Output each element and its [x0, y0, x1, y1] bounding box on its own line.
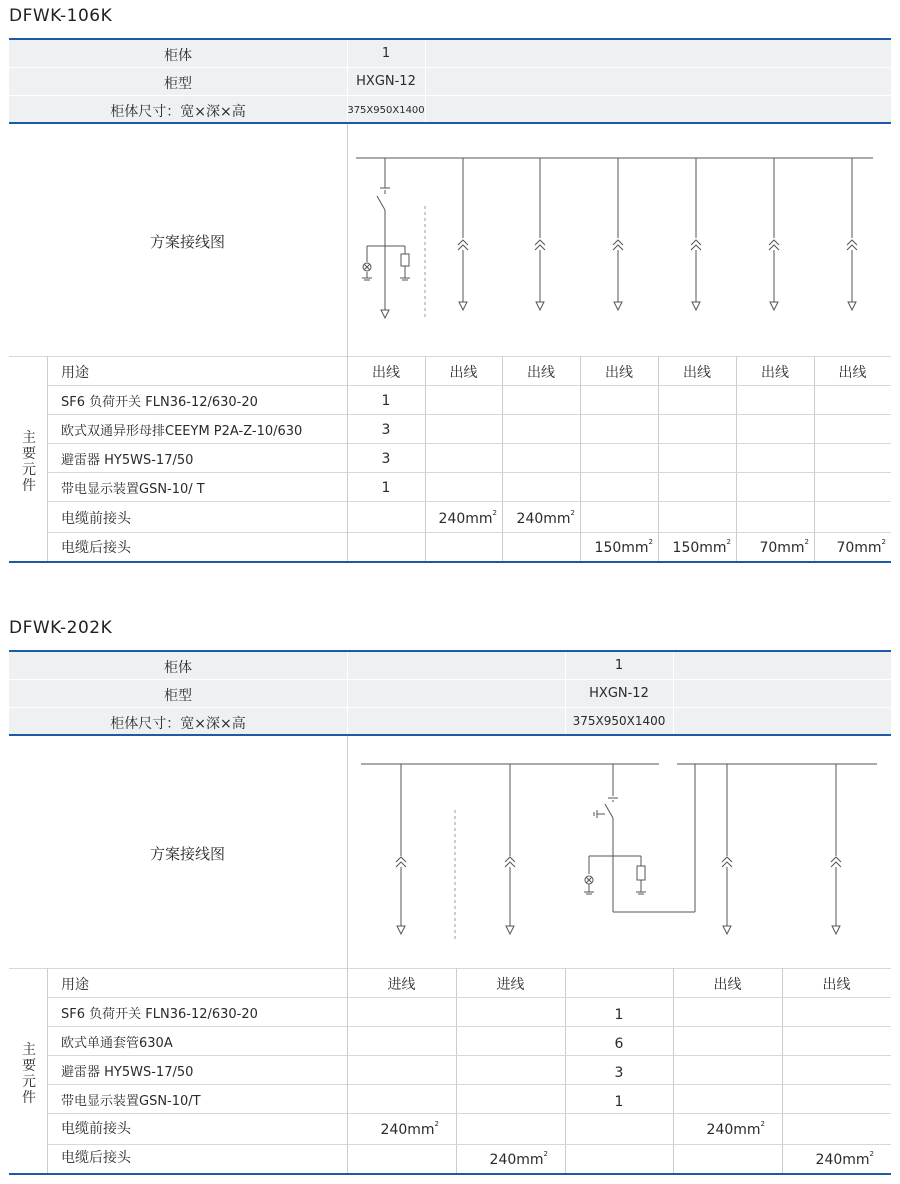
- component-name: 避雷器 HY5WS-17/50: [61, 453, 194, 468]
- component-qty: 6: [614, 1036, 624, 1052]
- cabinet-value: 1: [614, 658, 624, 673]
- usage-cell: 出线: [449, 365, 478, 381]
- usage-cell: 出线: [527, 365, 555, 381]
- component-qty: 3: [614, 1065, 624, 1081]
- spec-table-1: [9, 38, 891, 564]
- cable-front-value: $240mm^2$: [380, 1120, 439, 1138]
- model-title-2: DFWK-202K: [9, 618, 113, 638]
- usage-cell: 出线: [761, 365, 789, 381]
- usage-cell: 出线: [605, 365, 633, 381]
- usage-label: 用途: [61, 365, 89, 381]
- header-type-label: 柜型: [164, 688, 192, 704]
- component-name: 欧式单通套管630A: [61, 1036, 173, 1051]
- spec-table-2: [9, 650, 891, 1178]
- cable-front-value: $240mm^2$: [438, 509, 497, 527]
- component-qty: 1: [381, 480, 391, 496]
- cable-rear-value: $240mm^2$: [489, 1150, 548, 1168]
- component-name: SF6 负荷开关 FLN36-12/630-20: [61, 395, 258, 410]
- cable-front-value: $240mm^2$: [516, 509, 575, 527]
- wiring-diagram-1: [9, 38, 891, 358]
- cable-rear-value: $150mm^2$: [594, 538, 653, 556]
- cable-front-value: $240mm^2$: [706, 1120, 765, 1138]
- header-size-label: 柜体尺寸：宽×深×高: [110, 104, 246, 120]
- usage-cell: 出线: [713, 977, 742, 993]
- model-title-1: DFWK-106K: [9, 6, 113, 26]
- component-qty: 3: [381, 422, 391, 438]
- size-value: 375X950X1400: [347, 105, 425, 116]
- type-value: HXGN-12: [356, 74, 416, 89]
- component-qty: 1: [614, 1007, 624, 1023]
- diagram-label: 方案接线图: [150, 233, 226, 251]
- outgoing-feeders-1: [458, 158, 857, 310]
- cable-rear-value: $70mm^2$: [836, 538, 886, 556]
- side-label-main-components: 主 要 元 件: [22, 430, 36, 494]
- header-type-label: 柜型: [164, 76, 192, 92]
- cable-front-label: 电缆前接头: [61, 1121, 131, 1137]
- component-qty: 3: [381, 451, 391, 467]
- component-name: 避雷器 HY5WS-17/50: [61, 1065, 194, 1080]
- size-value: 375X950X1400: [572, 714, 666, 728]
- usage-cell: 进线: [496, 977, 525, 993]
- usage-cell: 出线: [822, 977, 851, 993]
- usage-cell: 出线: [372, 365, 400, 381]
- cable-front-label: 电缆前接头: [61, 511, 131, 527]
- cable-rear-value: $240mm^2$: [815, 1150, 874, 1168]
- side-label-main-components: 主 要 元 件: [22, 1042, 36, 1106]
- component-qty: 1: [381, 393, 391, 409]
- usage-label: 用途: [61, 977, 89, 993]
- usage-cell: 出线: [683, 365, 711, 381]
- cabinet-value: 1: [381, 46, 391, 61]
- cable-rear-label: 电缆后接头: [61, 540, 131, 556]
- header-size-label: 柜体尺寸：宽×深×高: [110, 716, 246, 732]
- diagram-label: 方案接线图: [150, 845, 226, 863]
- usage-cell: 出线: [838, 365, 867, 381]
- cable-rear-label: 电缆后接头: [61, 1150, 131, 1166]
- component-name: 欧式双通异形母排CEEYM P2A-Z-10/630: [61, 424, 303, 439]
- cable-rear-value: $150mm^2$: [672, 538, 731, 556]
- cable-rear-value: $70mm^2$: [759, 538, 809, 556]
- component-name: SF6 负荷开关 FLN36-12/630-20: [61, 1007, 258, 1022]
- usage-cell: 进线: [387, 977, 416, 993]
- header-cabinet-label: 柜体: [164, 660, 192, 676]
- component-qty: 1: [614, 1094, 624, 1110]
- header-cabinet-label: 柜体: [164, 48, 192, 64]
- component-name: 带电显示装置GSN-10/T: [61, 1094, 201, 1109]
- type-value: HXGN-12: [589, 686, 649, 701]
- component-name: 带电显示装置GSN-10/ T: [61, 482, 205, 497]
- wiring-diagram-2: [9, 650, 891, 970]
